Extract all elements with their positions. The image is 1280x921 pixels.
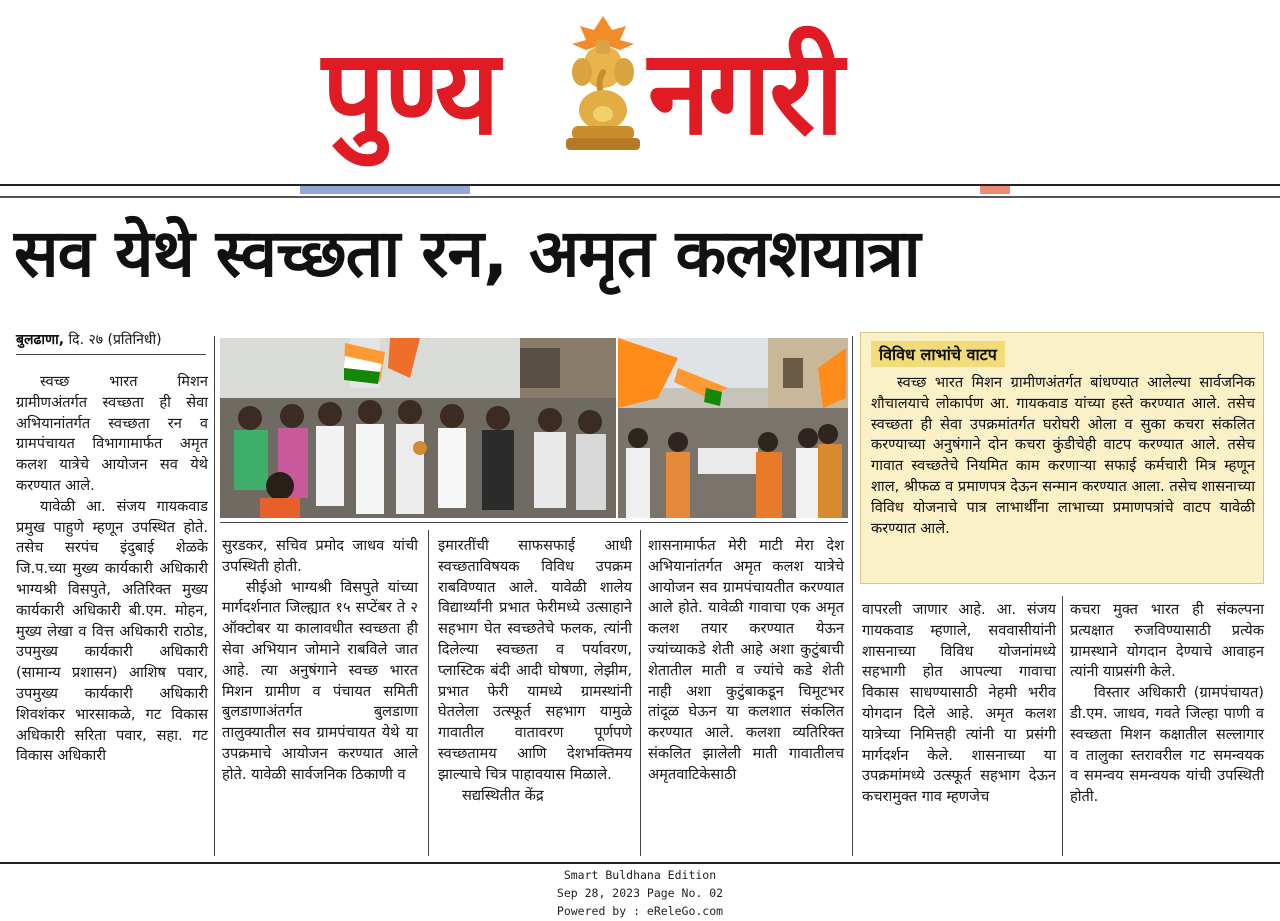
column-divider [1062, 596, 1063, 856]
dateline-rest: दि. २७ (प्रतिनिधी) [64, 332, 162, 348]
paragraph: यावेळी आ. संजय गायकवाड प्रमुख पाहुणे म्हणून उपस्थित होते. तसेच सरपंच इंदुबाई शेळके जि.प.च्या मुख्य कार्यकारी अधिकारी भाग्यश्री विसपुते, अतिरिक्त मुख्य कार्यकारी अधिकारी बी.एम. मोहन, मुख्य लेखा व वित्त अधिकारी राठोड, उपमुख्य कार्यकारी अधिकारी (सामान्य प्रशासन) आशिष पवार, उपमुख्य कार्यकारी अधिकारी शिवशंकर भारसाकळे, गट विकास अधिकारी सरिता पवार, सहा. गट विकास अधिकारी [16, 497, 208, 765]
color-strip [300, 186, 470, 194]
paragraph: स्वच्छ भारत मिशन ग्रामीणअंतर्गत स्वच्छता ही सेवा अभियानांतर्गत स्वच्छता रन व ग्रामपंचायत विभागामार्फत अमृत कलश यात्रेचे आयोजन सव येथे करण्यात आले. [16, 373, 208, 494]
masthead-name-left: पुण्य [322, 24, 498, 162]
divider [220, 522, 848, 523]
dateline-place: बुलढाणा, [16, 332, 65, 348]
paragraph: इमारतींची साफसफाई आधी स्वच्छताविषयक विविध उपक्रम राबविण्यात आले. यावेळी शालेय विद्यार्थ्यांनी प्रभात फेरीमध्ये उत्साहाने सहभाग घेत स्वच्छतेचे फलक, त्यांनी दिलेल्या स्वच्छता व पर्यावरण, प्लास्टिक बंदी आदी घोषणा, लेझीम, प्रभात फेरी यामध्ये ग्रामस्थांनी घेतलेला उत्स्फूर्त सहभाग यामुळे गावातील वातावरण पूर्णपणे स्वच्छतामय आणि देशभक्तिमय झाल्याचे चित्र पाहावयास मिळाले. [438, 537, 632, 783]
page-footer [0, 866, 1280, 920]
sidebar-box [860, 332, 1264, 584]
footer-powered: Powered by : eReleGo.com [556, 904, 724, 918]
paragraph: शासनामार्फत मेरी माटी मेरा देश अभियानांतर्गत अमृत कलश यात्रेचे आयोजन सव ग्रामपंचायतीत करण्यात आले होते. यावेळी गावाचा एक अमृत कलश तयार करण्यात येऊन ज्यांच्याकडे शेती आहे अशा कुटुंबाची शेतातील माती व ज्यांचे कडे शेती नाही अशा कुटुंबाकडून चिमूटभर तांदूळ घेऊन या कलशात संकलित करण्यात आले. कलशा व्यतिरिक्त संकलित झालेली माती गावातीलच अमृतवाटिकेसाठी [648, 537, 844, 783]
footer-date-page: Sep 28, 2023 Page No. 02 [556, 886, 724, 900]
column-divider [640, 530, 641, 856]
color-strip [980, 186, 1010, 194]
article-column-3 [438, 536, 632, 806]
column-divider [214, 336, 215, 856]
box-text: स्वच्छ भारत मिशन ग्रामीणअंतर्गत बांधण्यात आलेल्या सार्वजनिक शौचालयाचे लोकार्पण आ. गायकवाड यांच्या हस्ते करण्यात आले. तसेच स्वच्छता ही सेवा उपक्रमांतर्गत घरोघरी ओला व सुका कचरा संकलित करण्याच्या अनुषंगाने दोन कचरा कुंडीचेही वाटप करण्यात आले. तसेच गावात स्वच्छतेचे नियमित काम करणाऱ्या सफाई कर्मचारी मित्र म्हणून शाल, श्रीफळ व प्रमाणपत्र देऊन सन्मान करण्यात आला. तसेच शासनाच्या विविध योजनाचे पात्र लाभार्थींना लाभाच्या प्रमाणपत्रांचे वाटप यावेळी करण्यात आले. [871, 374, 1255, 537]
ganesha-idol-icon [560, 14, 646, 154]
article-column-6 [1070, 600, 1264, 808]
divider [16, 354, 206, 355]
rally-photo-1 [220, 338, 616, 518]
paragraph: सीईओ भाग्यश्री विसपुते यांच्या मार्गदर्शनात जिल्ह्यात १५ सप्टेंबर ते २ ऑक्टोबर या कालावधीत स्वच्छता ही सेवा अभियान जोमाने राबविले जात आहे. त्या अनुषंगाने स्वच्छ भारत मिशन ग्रामीण व पंचायत समिती बुलडाणाअंतर्गत बुलडाणा तालुक्यातील सव ग्रामपंचायत येथे या उपक्रमाचे आयोजन करण्यात आले होते. यावेळी सार्वजनिक ठिकाणी व [222, 578, 418, 783]
paragraph: सुरडकर, सचिव प्रमोद जाधव यांची उपस्थिती होती. [222, 537, 418, 575]
column-divider [428, 530, 429, 856]
masthead-rule [0, 184, 1280, 186]
article-column-1 [16, 372, 208, 767]
article-column-5 [862, 600, 1056, 808]
article-column-4 [648, 536, 844, 786]
article-headline: सव येथे स्वच्छता रन, अमृत कलशयात्रा [14, 215, 920, 292]
masthead-rule [0, 196, 1280, 198]
masthead-name-right: नगरी [648, 24, 843, 162]
paragraph: कचरा मुक्त भारत ही संकल्पना प्रत्यक्षात रुजविण्यासाठी प्रत्येक ग्रामस्थाने योगदान देण्याचे आवाहन त्यांनी याप्रसंगी केले. [1070, 601, 1264, 681]
footer-edition: Smart Buldhana Edition [563, 868, 717, 882]
dateline [16, 330, 162, 349]
paragraph: सद्यस्थितीत केंद्र [462, 786, 544, 804]
article-column-2 [222, 536, 418, 786]
box-title: विविध लाभांचे वाटप [871, 341, 1005, 367]
column-divider [852, 336, 853, 856]
masthead [0, 0, 1280, 186]
paragraph: विस्तार अधिकारी (ग्रामपंचायत) डी.एम. जाधव, गवते जिल्हा पाणी व स्वच्छता मिशन कक्षातील सल्लागार व तालुका स्तरावरील गट समन्वयक व समन्वय समन्वयक यांची उपस्थिती होती. [1070, 684, 1264, 806]
footer-rule [0, 862, 1280, 864]
paragraph: वापरली जाणार आहे. आ. संजय गायकवाड म्हणाले, सववासीयांनी शासनाच्या विविध योजनांमध्ये सहभागी होत आपल्या गावाचा विकास साधण्यासाठी नेहमी भरीव योगदान दिले आहे. अमृत कलश यात्रेच्या निमित्तही त्यांनी या प्रसंगी मार्गदर्शन केले. शासनाच्या या उपक्रमांमध्ये उत्स्फूर्त सहभाग देऊन कचरामुक्त गाव म्हणजेच [862, 601, 1056, 806]
rally-photo-2 [618, 338, 848, 518]
